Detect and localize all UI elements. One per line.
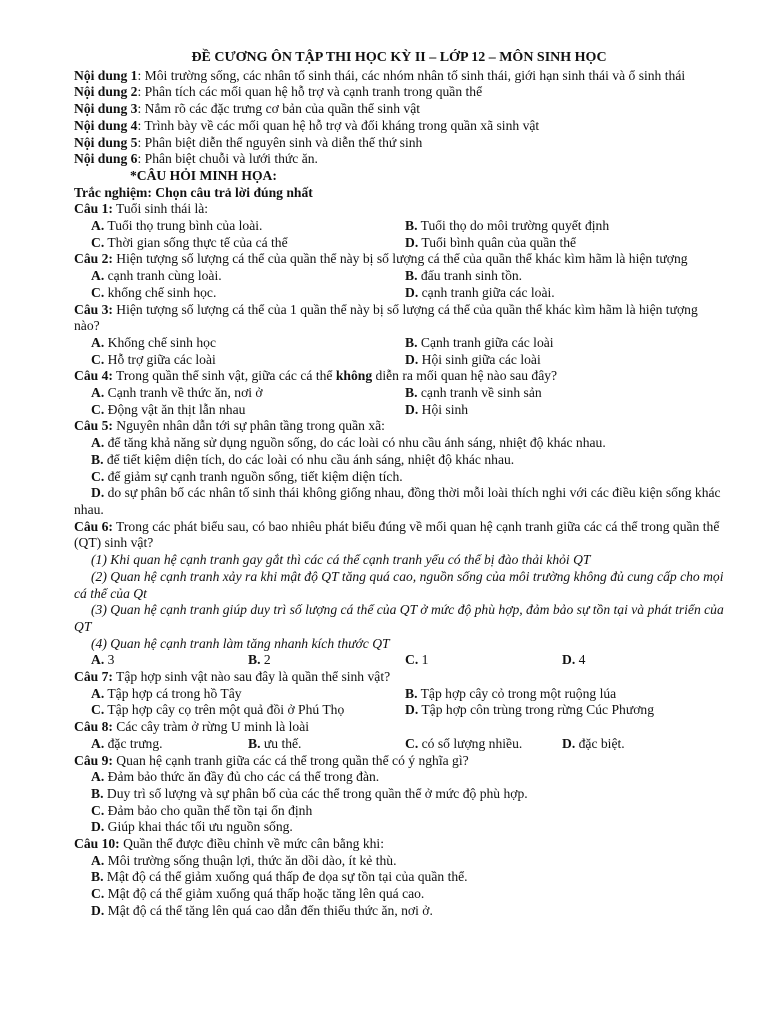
question-5 (74, 418, 724, 435)
option-b (405, 686, 616, 703)
document-title: ĐỀ CƯƠNG ÔN TẬP THI HỌC KỲ II – LỚP 12 – MÔN SINH HỌC (191, 50, 607, 65)
contents-list (74, 68, 724, 168)
options-row (74, 736, 724, 753)
option-c (74, 886, 724, 903)
question-text-pre: Trong quần thể sinh vật, giữa các cá thể (112, 368, 336, 384)
question-4 (74, 368, 724, 385)
content-label: Nội dung 5 (74, 134, 138, 150)
option-b (248, 736, 405, 753)
option-letter: D. (562, 652, 576, 668)
option-d (562, 736, 719, 753)
question-label: Câu 7: (74, 669, 113, 685)
mcq-heading (74, 185, 724, 202)
option-text: Cạnh tranh giữa các loài (420, 334, 554, 350)
option-text: Tuổi bình quân của quần thể (421, 234, 577, 250)
option-c (91, 402, 405, 419)
content-item-2 (74, 84, 724, 101)
option-letter: B. (91, 451, 104, 467)
mcq-heading-text: Trắc nghiệm: Chọn câu trả lời đúng nhất (74, 184, 313, 200)
question-label: Câu 4: (74, 368, 113, 384)
option-text: Tập hợp côn trùng trong rừng Cúc Phương (421, 702, 654, 718)
option-b (405, 268, 522, 285)
option-text: Môi trường sống thuận lợi, thức ăn dồi dào, ít kẻ thù. (107, 852, 397, 868)
option-text: Mật độ cá thể giảm xuống quá thấp đe dọa sự tồn tại của quần thể. (106, 869, 468, 885)
option-text: Tập hợp cây cỏ trong một ruộng lúa (420, 685, 617, 701)
content-text: : Môi trường sống, các nhân tố sinh thái, các nhóm nhân tố sinh thái, giới hạn sinh thái và ổ sinh thái (137, 67, 686, 83)
question-text-emphasis: không (335, 368, 373, 384)
statement-1: (1) Khi quan hệ cạnh tranh gay gắt thì các cá thể cạnh tranh yếu có thể bị đào thải khỏi QT (91, 552, 591, 568)
question-label: Câu 1: (74, 201, 113, 217)
option-c (74, 469, 724, 486)
option-text: để giảm sự cạnh tranh nguồn sống, tiết kiệm diện tích. (107, 468, 403, 484)
option-a (91, 268, 405, 285)
option-letter: B. (405, 218, 418, 234)
question-7 (74, 669, 724, 686)
option-d (405, 402, 468, 419)
option-a (91, 686, 405, 703)
statement-3: (3) Quan hệ cạnh tranh giúp duy trì số lượng cá thể của QT ở mức độ phù hợp, đảm bảo sự tồn tại và phát triển của QT (74, 602, 724, 634)
options-row (74, 268, 724, 285)
option-letter: B. (405, 385, 418, 401)
content-item-3 (74, 101, 724, 118)
question-label: Câu 3: (74, 301, 113, 317)
option-text: Thời gian sống thực tế của cá thể (107, 234, 288, 250)
option-b (405, 218, 609, 235)
content-text: : Phân biệt chuỗi và lưới thức ăn. (137, 151, 318, 167)
question-1 (74, 201, 724, 218)
option-letter: A. (91, 769, 105, 785)
option-b (405, 385, 542, 402)
option-c (91, 702, 405, 719)
option-letter: B. (248, 652, 261, 668)
question-10 (74, 836, 724, 853)
option-d (562, 652, 719, 669)
option-text: Mật độ cá thể tăng lên quá cao dẫn đến thiếu thức ăn, nơi ở. (107, 902, 433, 918)
question-text: Quần thể được điều chỉnh về mức cân bằng khi: (119, 836, 384, 852)
option-b (74, 869, 724, 886)
question-text: Quan hệ cạnh tranh giữa các cá thể trong quần thể có ý nghĩa gì? (112, 752, 469, 768)
option-text: Hỗ trợ giữa các loài (107, 351, 216, 367)
statement-2: (2) Quan hệ cạnh tranh xảy ra khi mật độ QT tăng quá cao, nguồn sống của môi trường không đủ cung cấp cho mọi cá thể của Qt (74, 568, 724, 601)
option-c (91, 285, 405, 302)
question-text: Nguyên nhân dẫn tới sự phân tầng trong quần xã: (112, 418, 385, 434)
option-letter: C. (91, 468, 105, 484)
question-label: Câu 6: (74, 518, 113, 534)
section-heading: *CÂU HỎI MINH HỌA: (130, 167, 277, 183)
option-letter: A. (91, 385, 105, 401)
option-letter: B. (91, 785, 104, 801)
options-row (74, 235, 724, 252)
content-item-6 (74, 151, 724, 168)
option-a (91, 385, 405, 402)
content-label: Nội dung 1 (74, 67, 138, 83)
option-text: cạnh tranh về sinh sản (420, 385, 542, 401)
option-letter: D. (405, 284, 419, 300)
option-a (91, 218, 405, 235)
option-letter: C. (91, 401, 105, 417)
option-text: đặc trưng. (107, 735, 163, 751)
option-text: đặc biệt. (578, 735, 625, 751)
option-letter: B. (91, 869, 104, 885)
option-text: 4 (578, 652, 586, 668)
option-text: Cạnh tranh về thức ăn, nơi ở (107, 385, 263, 401)
option-text: Tập hợp cá trong hồ Tây (107, 685, 242, 701)
option-letter: C. (91, 351, 105, 367)
content-text: : Phân tích các mối quan hệ hỗ trợ và cạnh tranh trong quần thể (137, 84, 483, 100)
content-item-1 (74, 68, 724, 85)
option-letter: C. (91, 802, 105, 818)
question-text: Tập hợp sinh vật nào sau đây là quần thể sinh vật? (112, 669, 391, 685)
option-text: Duy trì số lượng và sự phân bố của các thể trong quần thể ở mức độ phù hợp. (106, 785, 528, 801)
option-c (405, 652, 562, 669)
option-text: 2 (263, 652, 271, 668)
option-letter: D. (405, 351, 419, 367)
option-letter: A. (91, 735, 105, 751)
question-text: Hiện tượng số lượng cá thể của 1 quần thể này bị số lượng cá thể của quần thể khác kìm hãm là hiện tượng nào? (74, 301, 698, 334)
option-letter: A. (91, 218, 105, 234)
option-b (248, 652, 405, 669)
option-d (405, 235, 576, 252)
question-text-post: diễn ra mối quan hệ nào sau đây? (372, 368, 558, 384)
option-text: 3 (107, 652, 115, 668)
option-text: 1 (421, 652, 429, 668)
option-c (405, 736, 562, 753)
options-row (74, 652, 724, 669)
question-label: Câu 2: (74, 251, 113, 267)
option-text: Hội sinh (421, 401, 469, 417)
question-label: Câu 8: (74, 719, 113, 735)
option-text: khống chế sinh học. (107, 284, 217, 300)
option-letter: A. (91, 435, 105, 451)
option-letter: B. (405, 268, 418, 284)
option-letter: C. (91, 702, 105, 718)
question-2 (74, 251, 724, 268)
option-text: Giúp khai thác tối ưu nguồn sống. (107, 819, 293, 835)
options-row (74, 385, 724, 402)
option-text: cạnh tranh cùng loài. (107, 268, 222, 284)
option-a (91, 736, 248, 753)
option-letter: C. (405, 735, 419, 751)
option-letter: A. (91, 852, 105, 868)
content-text: : Nắm rõ các đặc trưng cơ bản của quần thể sinh vật (137, 101, 421, 117)
option-letter: A. (91, 268, 105, 284)
option-a (91, 335, 405, 352)
question-text: Các cây tràm ở rừng U minh là loài (112, 719, 310, 735)
option-letter: C. (405, 652, 419, 668)
option-letter: D. (91, 819, 105, 835)
question-text: Hiện tượng số lượng cá thể của quần thể này bị số lượng cá thể của quần thể khác kìm hãm là hiện tượng (112, 251, 688, 267)
option-b (405, 335, 554, 352)
option-letter: D. (562, 735, 576, 751)
option-text: Tuổi thọ trung bình của loài. (107, 218, 263, 234)
option-letter: B. (405, 685, 418, 701)
option-d (405, 702, 654, 719)
option-text: Tuổi thọ do môi trường quyết định (420, 218, 610, 234)
option-c (91, 235, 405, 252)
option-a (74, 435, 724, 452)
content-label: Nội dung 2 (74, 84, 138, 100)
options-row (74, 218, 724, 235)
option-letter: D. (91, 902, 105, 918)
option-c (74, 803, 724, 820)
option-text: Khống chế sinh học (107, 334, 216, 350)
option-letter: C. (91, 886, 105, 902)
question-8 (74, 719, 724, 736)
question-9 (74, 753, 724, 770)
option-d (405, 352, 541, 369)
options-row (74, 352, 724, 369)
option-letter: B. (248, 735, 261, 751)
options-row (74, 335, 724, 352)
option-a (74, 769, 724, 786)
question-text: Tuổi sinh thái là: (112, 201, 209, 217)
content-text: : Phân biệt diễn thế nguyên sinh và diễn thế thứ sinh (137, 134, 423, 150)
option-text: Mật độ cá thể giảm xuống quá thấp hoặc tăng lên quá cao. (107, 886, 425, 902)
content-label: Nội dung 4 (74, 117, 138, 133)
option-letter: D. (405, 234, 419, 250)
question-label: Câu 10: (74, 836, 120, 852)
option-letter: D. (405, 702, 419, 718)
content-item-5 (74, 135, 724, 152)
option-text: cạnh tranh giữa các loài. (421, 284, 555, 300)
option-text: ưu thế. (263, 735, 302, 751)
options-row (74, 702, 724, 719)
option-d (74, 485, 724, 518)
option-b (74, 786, 724, 803)
question-6 (74, 519, 724, 552)
content-label: Nội dung 6 (74, 151, 138, 167)
option-text: Đảm bảo thức ăn đầy đủ cho các cá thể trong đàn. (107, 769, 380, 785)
question-label: Câu 5: (74, 418, 113, 434)
options-row (74, 686, 724, 703)
option-b (74, 452, 724, 469)
document-page (74, 50, 724, 920)
content-item-4 (74, 118, 724, 135)
option-d (74, 819, 724, 836)
options-row (74, 285, 724, 302)
option-a (91, 652, 248, 669)
option-letter: D. (91, 485, 105, 501)
content-text: : Trình bày về các mối quan hệ hỗ trợ và đối kháng trong quần xã sinh vật (137, 117, 540, 133)
option-text: đấu tranh sinh tồn. (420, 268, 523, 284)
option-letter: C. (91, 234, 105, 250)
option-text: có số lượng nhiều. (421, 735, 523, 751)
option-letter: A. (91, 652, 105, 668)
question-text: Trong các phát biểu sau, có bao nhiêu phát biểu đúng về mối quan hệ cạnh tranh giữa các cá thể trong quần thể (QT) sinh vật? (74, 518, 720, 551)
question-label: Câu 9: (74, 752, 113, 768)
question-3 (74, 302, 724, 335)
option-a (74, 853, 724, 870)
option-letter: A. (91, 334, 105, 350)
option-c (91, 352, 405, 369)
option-text: do sự phân bố các nhân tố sinh thái không giống nhau, đồng thời mỗi loài thích nghi với các điều kiện sống khác nhau. (74, 485, 721, 517)
option-text: Động vật ăn thịt lẫn nhau (107, 401, 246, 417)
option-d (405, 285, 555, 302)
option-text: để tăng khả năng sử dụng nguồn sống, do các loài có nhu cầu ánh sáng, nhiệt độ khác nhau. (107, 435, 606, 451)
option-letter: A. (91, 685, 105, 701)
option-letter: C. (91, 284, 105, 300)
option-d (74, 903, 724, 920)
option-text: Hội sinh giữa các loài (421, 351, 541, 367)
statement-4: (4) Quan hệ cạnh tranh làm tăng nhanh kích thước QT (91, 635, 390, 651)
option-text: Tập hợp cây cọ trên một quả đồi ở Phú Thọ (107, 702, 345, 718)
option-text: để tiết kiệm diện tích, do các loài có nhu cầu ánh sáng, nhiệt độ khác nhau. (106, 451, 515, 467)
option-letter: B. (405, 334, 418, 350)
content-label: Nội dung 3 (74, 101, 138, 117)
option-letter: D. (405, 401, 419, 417)
option-text: Đảm bảo cho quần thể tồn tại ổn định (107, 802, 313, 818)
options-row (74, 402, 724, 419)
